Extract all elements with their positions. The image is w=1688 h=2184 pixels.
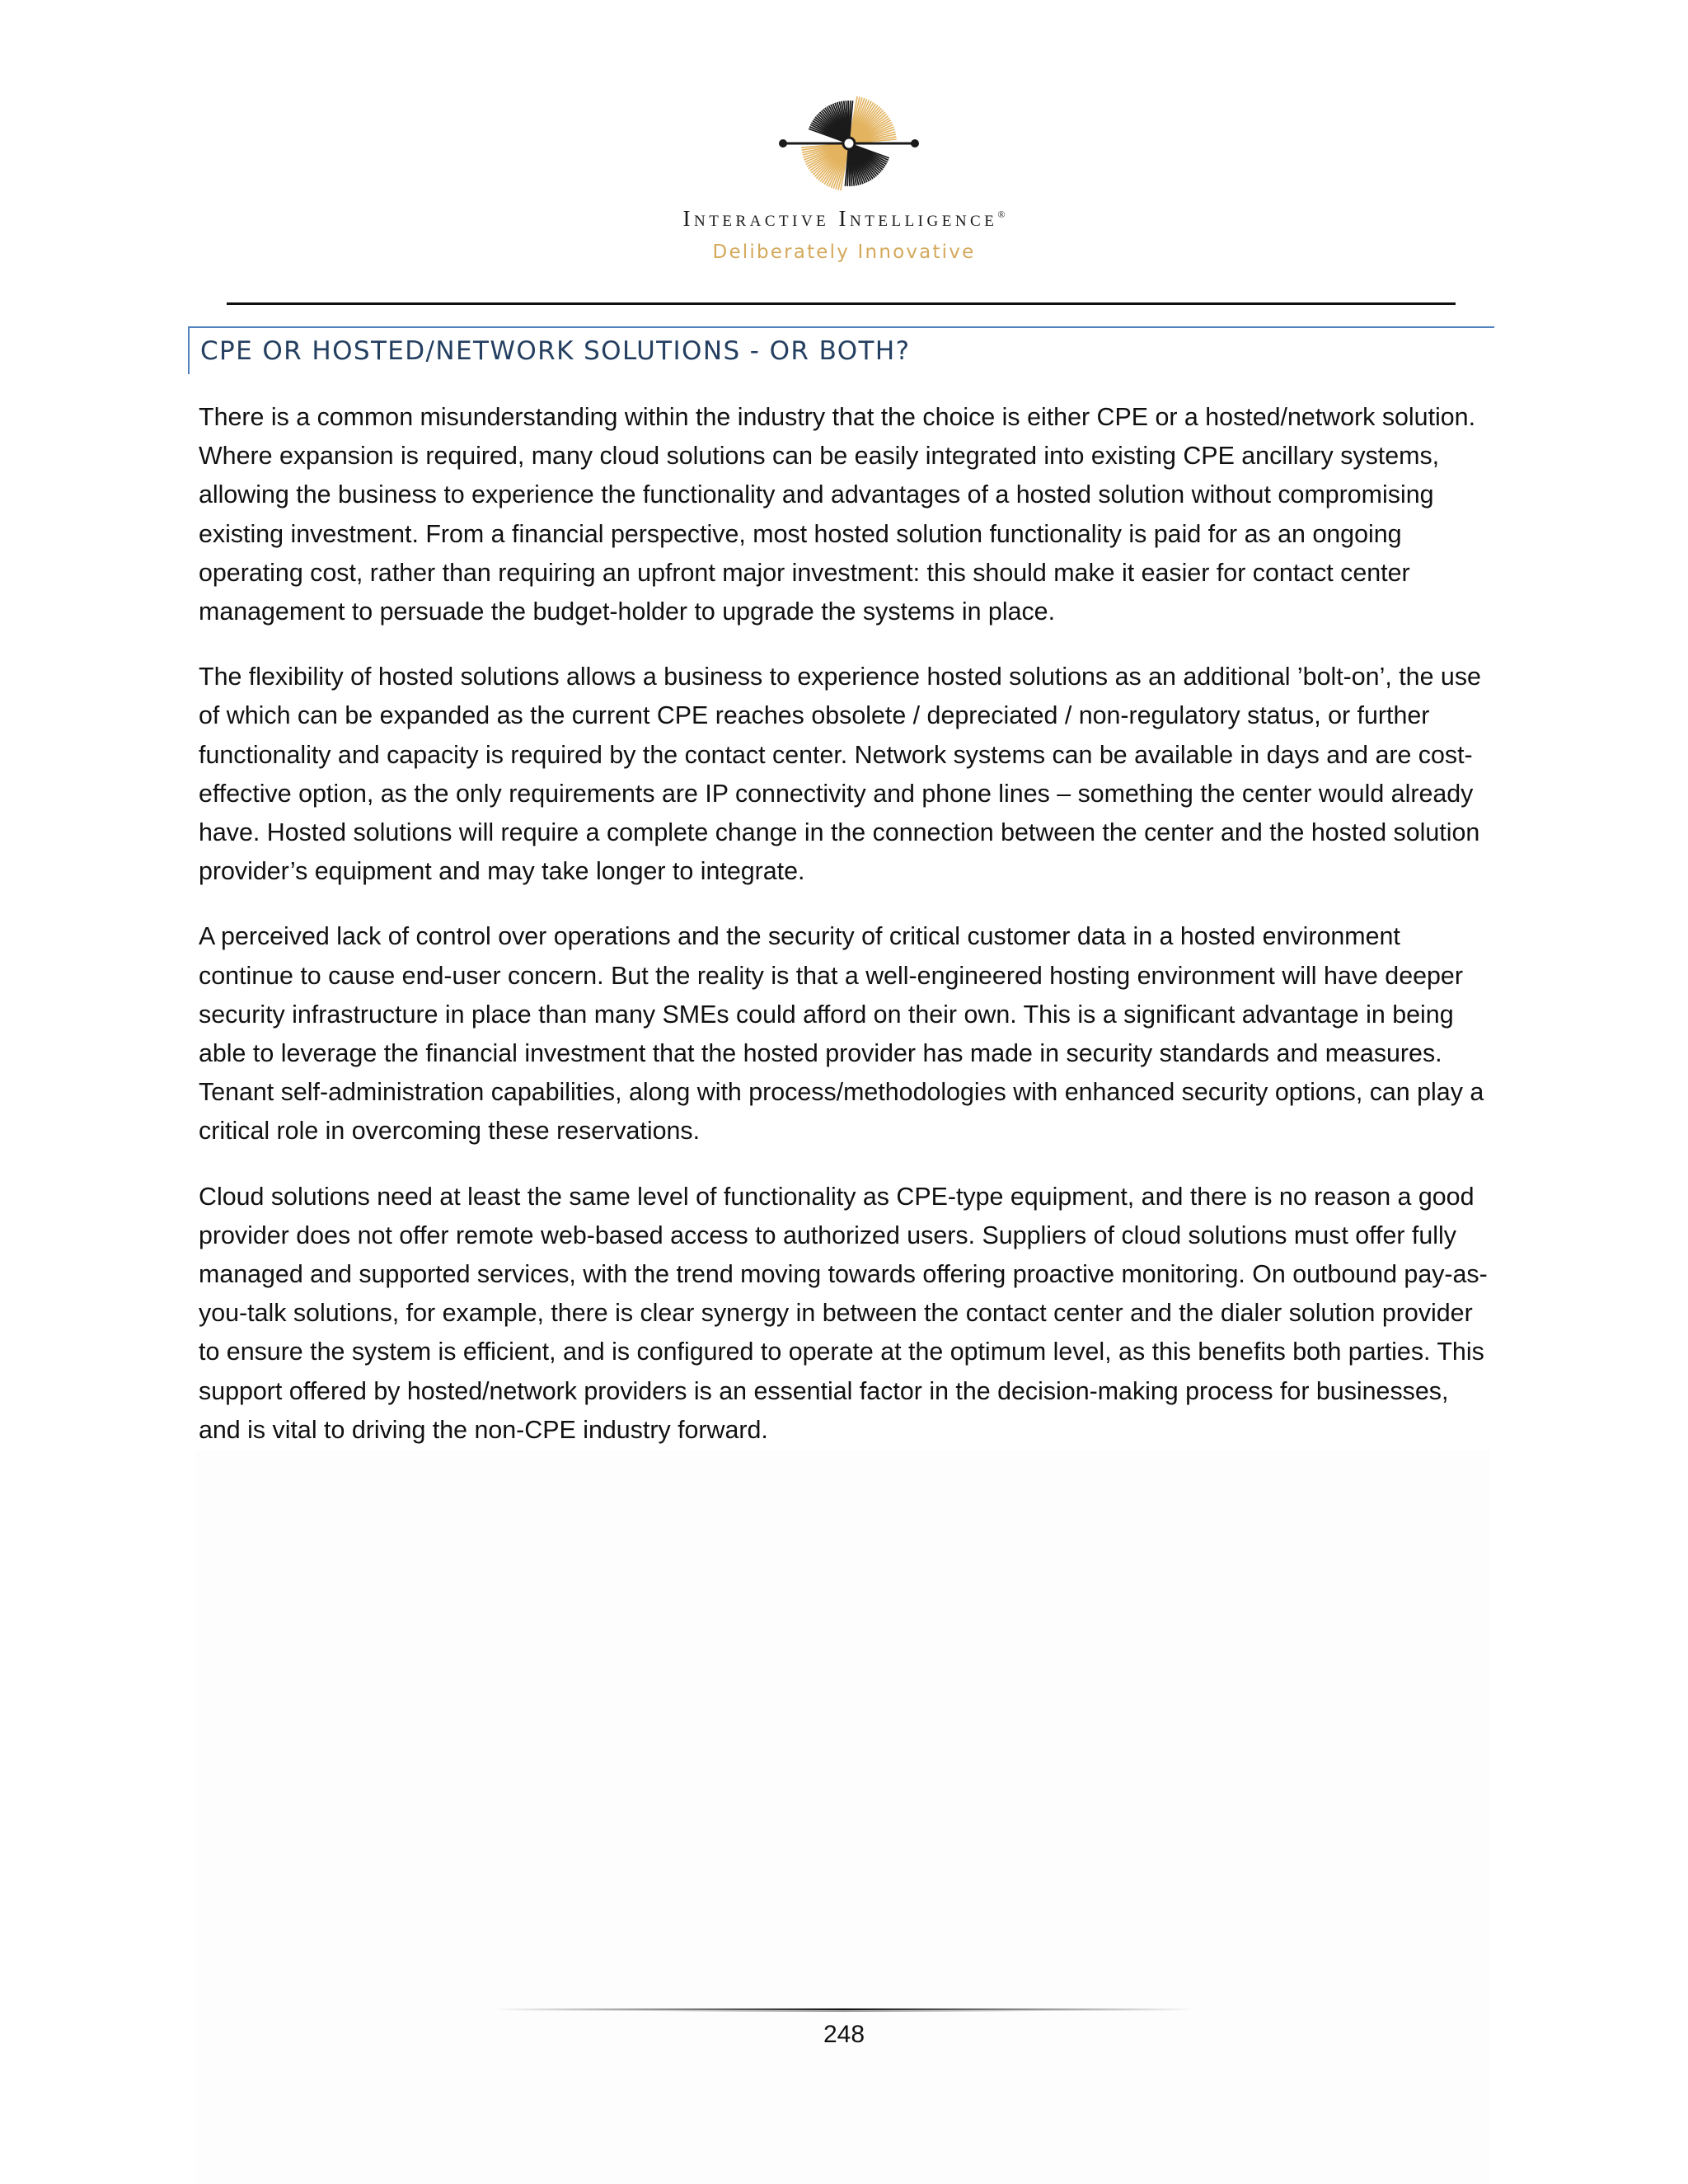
section-heading: CPE OR HOSTED/NETWORK SOLUTIONS - OR BOTH? [200,336,911,366]
interactive-intelligence-logo-icon [775,92,923,195]
paragraph: The flexibility of hosted solutions allows a business to experience hosted solutions as an additional ’bolt-on’, the use of which can be expanded as the current CPE reaches obsolete / depreciated / non-regulatory status, or further functionality and capacity is required by the contact center. Network systems can be available in days and are cost-effective option, as the only requirements are IP connectivity and phone lines – something the center would already have. Hosted solutions will require a complete change in the connection between the center and the hosted solution provider’s equipment and may take longer to integrate. [199,663,1481,886]
page-number: 248 [823,2021,865,2048]
page-background [196,1451,1490,2184]
footer-divider [495,2008,1193,2013]
paragraph: There is a common misunderstanding within the industry that the choice is either CPE or a hosted/network solution. Where expansion is required, many cloud solutions can be easily integrated into existing CPE ancillary systems, allowing the business to experience the functionality and advantages of a hosted solution without compromising existing investment. From a financial perspective, most hosted solution functionality is paid for as an ongoing operating cost, rather than requiring an upfront major investment: this should make it easier for contact center management to persuade the budget-holder to upgrade the systems in place. [199,403,1476,626]
trademark-symbol: ® [997,209,1006,220]
header-divider [227,302,1456,305]
brand-name-text: Interactive Intelligence [682,206,998,231]
brand-tagline: Deliberately Innovative [712,241,976,263]
paragraph: A perceived lack of control over operations and the security of critical customer data in a hosted environment continue to cause end-user concern. But the reality is that a well-engineered hosting environment will have deeper security infrastructure in place than many SMEs could afford on their own. This is a significant advantage in being able to leverage the financial investment that the hosted provider has made in security standards and measures. Tenant self-administration capabilities, along with process/methodologies with enhanced security options, can play a critical role in overcoming these reservations. [199,922,1484,1146]
body-text [199,398,1493,1476]
section-heading-box [188,326,1494,374]
paragraph: Cloud solutions need at least the same level of functionality as CPE-type equipment, and there is no reason a good provider does not offer remote web-based access to authorized users. Suppliers of cloud solutions must offer fully managed and supported services, with the trend moving towards offering proactive monitoring. On outbound pay-as-you-talk solutions, for example, there is clear synergy in between the contact center and the dialer solution provider to ensure the system is efficient, and is configured to operate at the optimum level, as this benefits both parties. This support offered by hosted/network providers is an essential factor in the decision-making process for businesses, and is vital to driving the non-CPE industry forward. [199,1182,1488,1444]
brand-name [0,206,1688,232]
